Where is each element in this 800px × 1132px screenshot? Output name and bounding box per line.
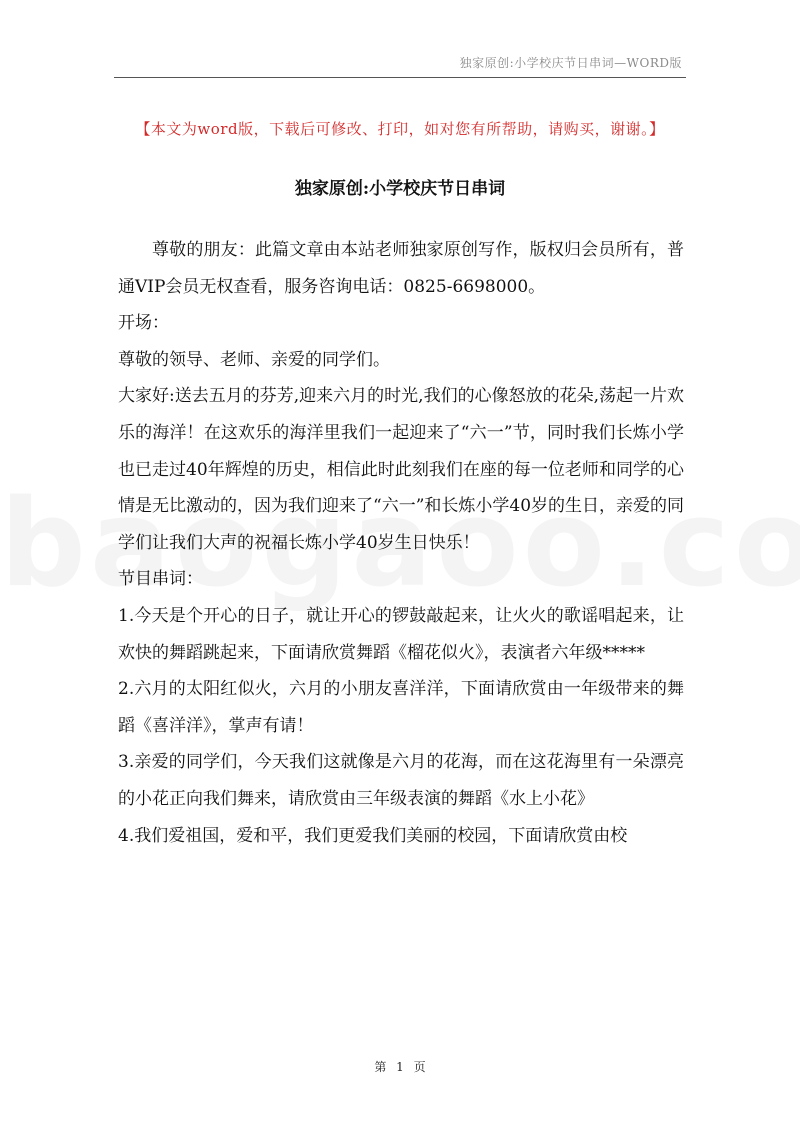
paragraph-item-1: 1.今天是个开心的日子，就让开心的锣鼓敲起来，让火火的歌谣唱起来，让欢快的舞蹈跳起来，下面请欣赏舞蹈《榴花似火》，表演者六年级***** (118, 605, 684, 663)
document-body (118, 232, 684, 854)
page-number: 1 (396, 1060, 404, 1074)
page-prefix: 第 (374, 1060, 387, 1074)
paragraph-item-4: 4.我们爱祖国，爱和平，我们更爱我们美丽的校园，下面请欣赏由校 (118, 825, 628, 846)
paragraph-greeting: 尊敬的领导、老师、亲爱的同学们。 (118, 349, 390, 370)
paragraph-opening-speech: 大家好:送去五月的芬芳,迎来六月的时光,我们的心像怒放的花朵,荡起一片欢乐的海洋！在这欢乐的海洋里我们一起迎来了“六一”节，同时我们长炼小学也已走过40年辉煌的历史，相信此时此刻我们在座的每一位老师和同学的心情是无比激动的，因为我们迎来了“六一”和长炼小学40岁的生日，亲爱的同学们让我们大声的祝福长炼小学40岁生日快乐！ (118, 386, 685, 553)
paragraph-copyright: 尊敬的朋友：此篇文章由本站老师独家原创写作，版权归会员所有，普通VIP会员无权查看，服务咨询电话：0825-6698000。 (118, 240, 684, 297)
header-divider (114, 77, 686, 78)
download-notice: 【本文为word版，下载后可修改、打印，如对您有所帮助，请购买，谢谢。】 (135, 120, 665, 138)
page-footer (0, 1058, 800, 1075)
paragraph-opening-label: 开场： (118, 313, 169, 334)
document-title: 独家原创:小学校庆节日串词 (294, 179, 506, 199)
paragraph-item-3: 3.亲爱的同学们，今天我们这就像是六月的花海，而在这花海里有一朵漂亮的小花正向我们舞来，请欣赏由三年级表演的舞蹈《水上小花》 (118, 752, 684, 809)
paragraph-item-2: 2.六月的太阳红似火，六月的小朋友喜洋洋，下面请欣赏由一年级带来的舞蹈《喜洋洋》，掌声有请！ (118, 679, 684, 736)
page-suffix: 页 (413, 1060, 426, 1074)
page-header-title: 独家原创:小学校庆节日串词—WORD版 (459, 56, 682, 70)
paragraph-program-label: 节目串词： (118, 569, 203, 590)
